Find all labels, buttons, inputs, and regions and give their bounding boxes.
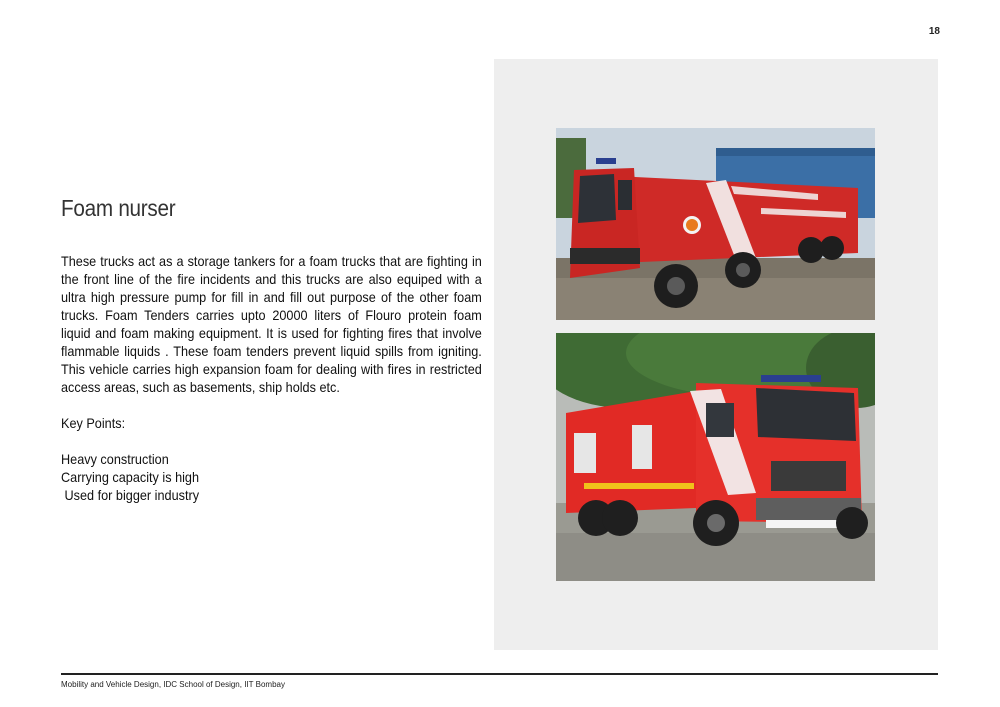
light-bar [761,375,821,382]
truck-photo-top [556,128,875,320]
key-points-list [61,450,482,504]
shutter [574,433,596,473]
truck-illustration-top [556,128,875,320]
grille [771,461,846,491]
windshield [578,174,616,223]
wheel [602,500,638,536]
photo-panel [494,59,938,650]
key-point: Used for bigger industry [61,487,200,503]
light-bar [596,158,616,164]
page-number: 18 [928,26,940,37]
section-title: Foam nurser [61,195,176,221]
truck-photo-bottom [556,333,875,581]
bumper [570,248,640,264]
key-point: Heavy construction [61,451,169,467]
windshield [756,388,856,441]
text-block [61,252,482,504]
wheel [820,236,844,260]
key-points-title: Key Points: [61,415,126,431]
footer-text: Mobility and Vehicle Design, IDC School of Design, IIT Bombay [61,680,285,689]
key-point: Carrying capacity is high [61,469,200,485]
wheel [836,507,868,539]
footer-divider [61,673,938,675]
body-paragraph: These trucks act as a storage tankers for a foam trucks that are fighting in the front line of the fire incidents and this trucks are also equiped with a ultra high pressure pump for fill in and fill out purpose of the other foam trucks. Foam Tenders carries upto 20000 liters of Flouro protein foam liquid and foam making equipment. It is used for fighting fires that involve flammable liquids . These foam tenders prevent liquid spills from igniting. This vehicle carries high expansion foam for dealing with fires in restricted access areas, such as basements, ship holds etc. [61,253,482,395]
truck-illustration-bottom [556,333,875,581]
wheel [798,237,824,263]
shutter [632,425,652,469]
